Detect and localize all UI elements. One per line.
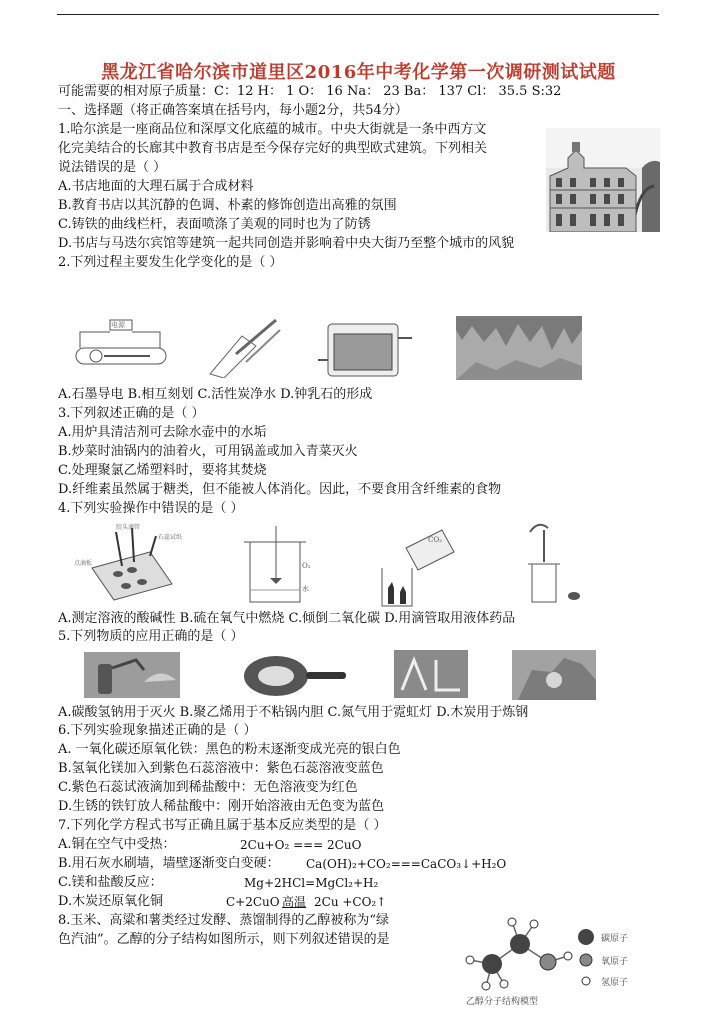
q2-options: A.石墨导电 B.相互刻划 C.活性炭净水 D.钟乳石的形成 (58, 387, 373, 402)
activated-carbon-figure (318, 316, 414, 380)
q7-option-d-condition: 高温 (282, 895, 307, 909)
oxygen-label: O₂ (302, 562, 311, 570)
fire-extinguisher-photo (84, 652, 180, 698)
q6-option-a: A. 一氧化碳还原氧化铁：黑色的粉末逐渐变成光亮的银白色 (58, 742, 401, 757)
q1-stem-line2: 化完美结合的长廊其中教育书店是至今保存完好的典型欧式建筑。下列相关 (58, 141, 488, 156)
q3-option-d: D.纤维素虽然属于糖类，但不能被人体消化。因此，不要食用含纤维素的食物 (58, 482, 502, 497)
legend-carbon: 碳原子 (601, 934, 629, 944)
power-label: 电源 (111, 321, 125, 329)
q7-option-c-label: C.镁和盐酸反应： (58, 875, 163, 890)
steelmaking-photo (512, 650, 596, 700)
q7-option-c-equation: Mg+2HCl=MgCl₂+H₂ (244, 876, 379, 890)
q3-option-c: C.处理聚氯乙烯塑料时，要将其焚烧 (58, 463, 267, 478)
sulfur-combustion-figure (240, 522, 318, 606)
neon-light-photo (394, 650, 468, 698)
co2-label: CO₂ (428, 536, 442, 544)
q1-stem-line1: 1.哈尔滨是一座商品位和深厚文化底蕴的城市。中央大街就是一条中西方文 (58, 122, 487, 137)
q7-option-d-equation-right: 2Cu +CO₂↑ (314, 895, 387, 909)
q1-option-b: B.教育书店以其沉静的色调、朴素的修饰创造出高雅的氛围 (58, 198, 397, 213)
pour-co2-figure (372, 524, 458, 608)
atomic-masses: 可能需要的相对原子质量：C：12 H： 1 O： 16 Na： 23 Ba： 137 Cl： 35.5 S:32 (58, 84, 562, 99)
q3-option-a: A.用炉具清洁剂可去除水壶中的水垢 (58, 425, 267, 440)
q2-stem: 2.下列过程主要发生化学变化的是（ ） (58, 255, 283, 270)
page-title: 黑龙江省哈尔滨市道里区2016年中考化学第一次调研测试试题 (101, 62, 616, 83)
q3-stem: 3.下列叙述正确的是（ ） (58, 406, 205, 421)
q6-option-b: B.氢氧化镁加入到紫色石蕊溶液中：紫色石蕊溶液变蓝色 (58, 761, 384, 776)
litmus-paper-label: 石蕊试纸 (158, 534, 183, 541)
ethanol-molecule-model (456, 904, 666, 1008)
q6-option-d: D.生锈的铁钉放人稀盐酸中：刚开始溶液由无色变为蓝色 (58, 799, 385, 814)
stalactite-photo (456, 316, 582, 380)
model-caption: 乙醇分子结构模型 (466, 997, 539, 1007)
section-heading: 一、选择题（将正确答案填在括号内，每小题2分，共54分） (58, 103, 408, 118)
q1-option-c: C.铸铁的曲线栏杆，表面喷涤了美观的同时也为了防锈 (58, 217, 371, 232)
q7-option-d-label: D.木炭还原氧化铜 (58, 894, 164, 909)
dropper-figure (512, 518, 592, 606)
q6-stem: 6.下列实验现象描述正确的是（ ） (58, 723, 257, 738)
q8-stem-line2: 色汽油”。乙醇的分子结构如图所示，则下列叙述错误的是 (58, 932, 390, 947)
graphite-conduction-figure (70, 318, 170, 378)
legend-oxygen: 氧原子 (601, 957, 629, 967)
nonstick-pan-photo (236, 652, 348, 698)
bookstore-building-photo (546, 128, 660, 232)
q5-stem: 5.下列物质的应用正确的是（ ） (58, 629, 244, 644)
q7-option-d-equation-left: C+2CuO (226, 895, 280, 909)
q4-stem: 4.下列实验操作中错误的是（ ） (58, 501, 244, 516)
q1-stem-line3: 说法错误的是（ ） (58, 160, 167, 175)
drop-plate-label: 点滴板 (74, 560, 93, 567)
q7-option-a-label: A.铜在空气中受热： (58, 837, 176, 852)
water-label: 水 (302, 585, 309, 593)
q6-option-c: C.紫色石蕊试液滴加到稀盐酸中：无色溶液变为红色 (58, 780, 358, 795)
ph-test-figure (72, 522, 190, 604)
q7-option-b-equation: Ca(OH)₂+CO₂===CaCO₃↓+H₂O (306, 857, 507, 871)
q3-option-b: B.炒菜时油锅内的油着火，可用锅盖或加入青菜灭火 (58, 444, 358, 459)
q7-option-a-equation: 2Cu+O₂ === 2CuO (240, 838, 362, 852)
q4-options: A.测定溶液的酸碱性 B.硫在氧气中燃烧 C.倾倒二氧化碳 D.用滴管取用液体药品 (58, 611, 516, 626)
q7-option-b-label: B.用石灰水刷墙，墙壁逐渐变白变硬： (58, 856, 280, 871)
dropper-label: 胶头滴管 (116, 524, 141, 531)
q1-option-a: A.书店地面的大理石属于合成材料 (58, 179, 254, 194)
q8-stem-line1: 8.玉米、高粱和薯类经过发酵、蒸馏制得的乙醇被称为“绿 (58, 913, 390, 928)
q1-option-d: D.书店与马迭尔宾馆等建筑一起共同创造并影响着中央大街乃至整个城市的风貌 (58, 236, 515, 251)
q5-options: A.碳酸氢钠用于灭火 B.聚乙烯用于不粘锅内胆 C.氮气用于霓虹灯 D.木炭用于炼钢 (58, 705, 529, 720)
q7-stem: 7.下列化学方程式书写正确且属于基本反应类型的是（ ） (58, 818, 387, 833)
legend-hydrogen: 氢原子 (601, 978, 629, 988)
header-rule (57, 14, 659, 15)
scratch-test-figure (196, 316, 286, 378)
